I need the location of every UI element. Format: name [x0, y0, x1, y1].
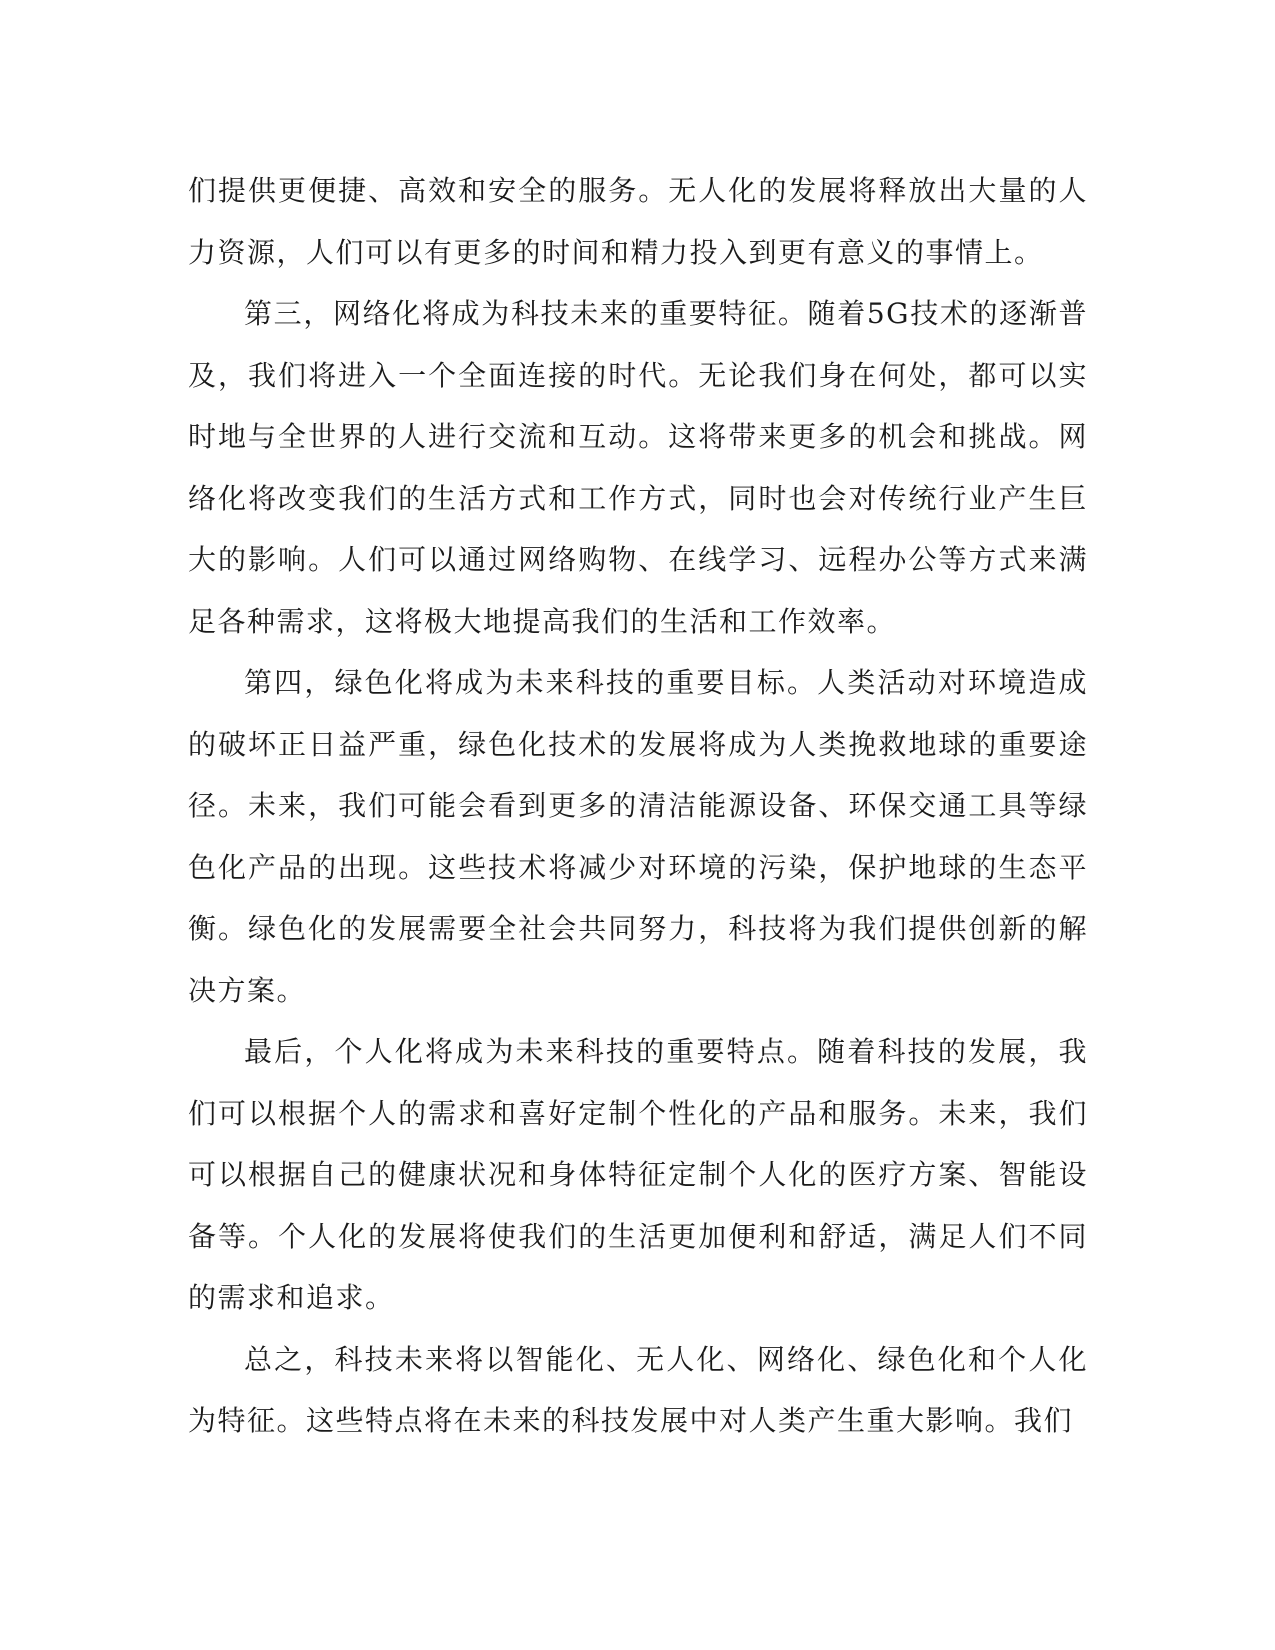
paragraph-green: 第四，绿色化将成为未来科技的重要目标。人类活动对环境造成的破坏正日益严重，绿色化技术的发展将成为人类挽救地球的重要途径。未来，我们可能会看到更多的清洁能源设备、环保交通工具等绿色化产品的出现。这些技术将减少对环境的污染，保护地球的生态平衡。绿色化的发展需要全社会共同努力，科技将为我们提供创新的解决方案。 — [188, 666, 1088, 1007]
document-body — [188, 160, 1088, 1452]
paragraph-personalization: 最后，个人化将成为未来科技的重要特点。随着科技的发展，我们可以根据个人的需求和喜好定制个性化的产品和服务。未来，我们可以根据自己的健康状况和身体特征定制个人化的医疗方案、智能设备等。个人化的发展将使我们的生活更加便利和舒适，满足人们不同的需求和追求。 — [188, 1035, 1088, 1314]
paragraph-summary: 总之，科技未来将以智能化、无人化、网络化、绿色化和个人化为特征。这些特点将在未来的科技发展中对人类产生重大影响。我们 — [188, 1342, 1088, 1437]
paragraph-networking: 第三，网络化将成为科技未来的重要特征。随着5G技术的逐渐普及，我们将进入一个全面连接的时代。无论我们身在何处，都可以实时地与全世界的人进行交流和互动。这将带来更多的机会和挑战。网络化将改变我们的生活方式和工作方式，同时也会对传统行业产生巨大的影响。人们可以通过网络购物、在线学习、远程办公等方式来满足各种需求，这将极大地提高我们的生活和工作效率。 — [188, 297, 1088, 638]
paragraph-continuation: 们提供更便捷、高效和安全的服务。无人化的发展将释放出大量的人力资源，人们可以有更多的时间和精力投入到更有意义的事情上。 — [188, 174, 1088, 269]
